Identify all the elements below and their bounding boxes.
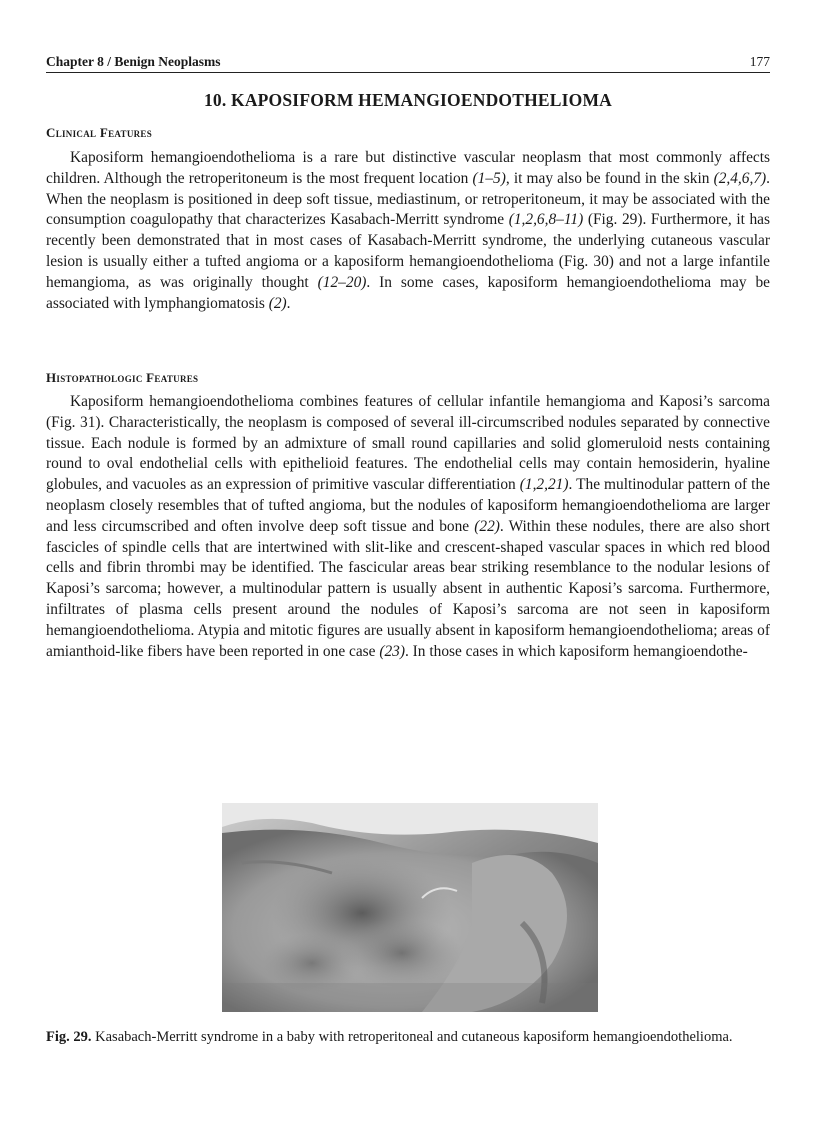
clinical-features-paragraph: Kaposiform hemangioendothelioma is a rare but distinctive vascular neoplasm that most commonly affects children. Although the retroperitoneum is the most frequent location (1–5), it may also be found in the skin (2,4,6,7). When the neoplasm is positioned in deep soft tissue, mediastinum, or retroperitoneum, it may be associated with the consumption coagulopathy that characterizes Kasabach-Merritt syndrome (1,2,6,8–11) (Fig. 29). Furthermore, it has recently been demonstrated that in most cases of Kasabach-Merritt syndrome, the underlying cutaneous vascular lesion is usually either a tufted angioma or a kaposiform hemangioendothelioma (Fig. 30) and not a large infantile hemangioma, as was originally thought (12–20). In some cases, kaposiform hemangioendothelioma may be associated with lymphangiomatosis (2). xyxy=(46,149,770,312)
citation: (2) xyxy=(268,294,287,312)
section-title: 10. KAPOSIFORM HEMANGIOENDOTHELIOMA xyxy=(203,90,613,110)
citation: (2,4,6,7) xyxy=(713,169,767,187)
citation: (1–5) xyxy=(472,169,506,187)
figure-29-photograph xyxy=(222,803,598,1012)
running-head xyxy=(46,54,770,73)
clinical-features-heading: Clinical Features xyxy=(46,125,153,140)
histopathologic-features-heading: Histopathologic Features xyxy=(46,370,199,385)
running-head-chapter: Chapter 8 / Benign Neoplasms xyxy=(46,54,221,69)
citation: (22) xyxy=(474,517,500,535)
figure-29-caption xyxy=(46,1028,770,1047)
histopathologic-features-paragraph: Kaposiform hemangioendothelioma combines features of cellular infantile hemangioma and Kaposi’s sarcoma (Fig. 31). Characteristically, the neoplasm is composed of several ill-circumscribed nodules separated by connective tissue. Each nodule is formed by an admixture of small round capillaries and solid glomeruloid nests containing round to oval endothelial cells with epithelioid features. The endothelial cells may contain hemosiderin, hyaline globules, and vacuoles as an expression of primitive vascular differentiation (1,2,21). The multinodular pattern of the neoplasm closely resembles that of tufted angioma, but the nodules of kaposiform hemangioendothelioma are larger and less circumscribed and often involve deep soft tissue and bone (22). Within these nodules, there are also short fascicles of spindle cells that are intertwined with slit-like and crescent-shaped vascular spaces in which red blood cells and fibrin thrombi may be identified. The fascicular areas bear striking resemblance to the nodular lesions of Kaposi’s sarcoma; however, a multinodular pattern is usually absent in authentic Kaposi’s sarcoma. Furthermore, infiltrates of plasma cells present around the nodules of Kaposi’s sarcoma are not seen in kaposiform hemangioendothelioma. Atypia and mitotic figures are usually absent in kaposiform hemangioendothelioma; areas of amianthoid-like fibers have been reported in one case (23). In those cases in which kaposiform hemangioendothe- xyxy=(46,393,770,660)
figure-29-label: Fig. 29. xyxy=(46,1029,92,1045)
citation: (1,2,21) xyxy=(519,476,569,494)
figure-29-caption-text: Kasabach-Merritt syndrome in a baby with retroperitoneal and cutaneous kaposiform hemangioendothelioma. xyxy=(91,1029,733,1045)
page-number: 177 xyxy=(749,54,770,69)
citation: (23) xyxy=(379,642,405,660)
citation: (12–20) xyxy=(317,273,367,291)
citation: (1,2,6,8–11) xyxy=(508,211,584,229)
